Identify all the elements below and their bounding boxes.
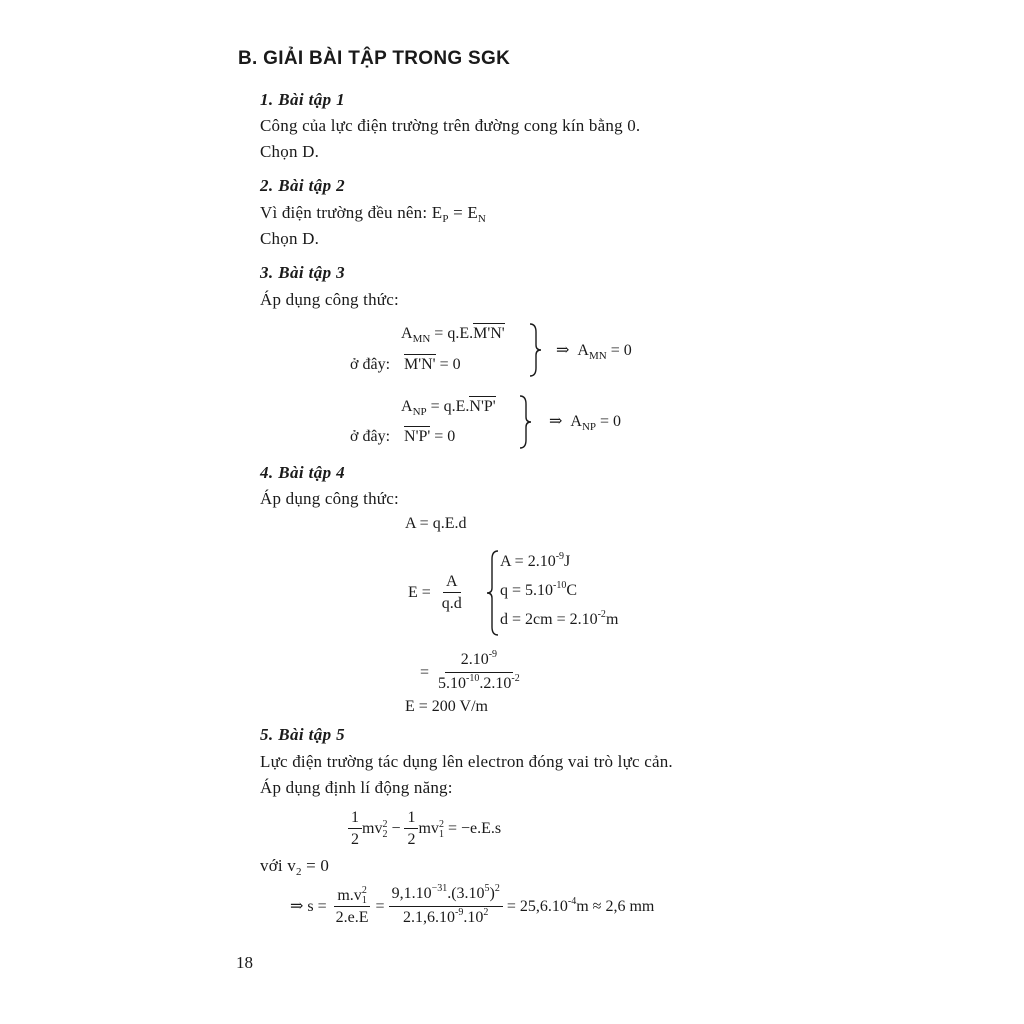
exercise-2-answer: Chọn D.	[260, 229, 320, 248]
given-q: $q = 5.10^{-10}C$	[500, 580, 578, 599]
given-a: $A = 2.10^{-9}J$	[500, 551, 571, 570]
exercise-4-intro: Áp dụng công thức:	[260, 489, 399, 508]
formula-mn-zero: ở đây: M'N' = 0	[350, 356, 461, 373]
exercise-1-title: 1. Bài tập 1	[260, 90, 346, 109]
page-number: 18	[236, 953, 253, 972]
formula-kinetic-energy: $\frac{1}{2}$ mv 2 2 − $\frac{1}{2}$ mv 2 1 = −e.E.s	[348, 808, 501, 851]
brace-right-1	[528, 322, 544, 378]
formula-amn: $A_{MN} = q.E.M'N'$	[401, 325, 505, 345]
exercise-1-answer: Chọn D.	[260, 142, 320, 161]
brace-right-2	[518, 394, 534, 450]
formula-work: A = q.E.d	[405, 515, 467, 532]
result-amn: ⇒ $A_{MN} = 0$	[556, 342, 632, 362]
formula-substitution: = $\frac{2.10^{-9}}{5.10^{-10}.2.10^{-2}}$	[420, 649, 520, 692]
exercise-5-intro: Áp dụng định lí động năng:	[260, 778, 453, 797]
exercise-5-title: 5. Bài tập 5	[260, 725, 346, 744]
condition-v2: với $v_2 = 0$	[260, 856, 330, 878]
result-anp: ⇒ $A_{NP} = 0$	[549, 413, 622, 433]
section-title: B. GIẢI BÀI TẬP TRONG SGK	[238, 48, 511, 69]
brace-left	[484, 549, 500, 637]
given-d: $d = 2cm = 2.10^{-2}m$	[500, 609, 619, 628]
exercise-1-text: Công của lực điện trường trên đường cong kín bằng 0.	[260, 116, 641, 135]
formula-distance: ⇒ s = m.v 2 1 2.e.E = $\frac{9,1.10^{-31}.(3.10^5)^2}{2.1,6.10^{-9}.10^2}$ = $25,6.10^{-4}m \approx 2,6$ mm	[290, 883, 655, 927]
formula-e-frac: E = $\frac{A}{q.d}$	[408, 573, 462, 612]
formula-np-zero: ở đây: N'P' = 0	[350, 428, 456, 445]
exercise-2-text: Vì điện trường đều nên: $E_P = E_N$	[260, 203, 487, 225]
exercise-3-title: 3. Bài tập 3	[260, 263, 346, 282]
exercise-3-intro: Áp dụng công thức:	[260, 290, 399, 309]
result-e: E = 200 V/m	[405, 698, 488, 715]
exercise-4-title: 4. Bài tập 4	[260, 463, 346, 482]
exercise-2-title: 2. Bài tập 2	[260, 176, 346, 195]
formula-anp: $A_{NP} = q.E.N'P'$	[401, 398, 496, 418]
exercise-5-text: Lực điện trường tác dụng lên electron đóng vai trò lực cản.	[260, 752, 673, 771]
